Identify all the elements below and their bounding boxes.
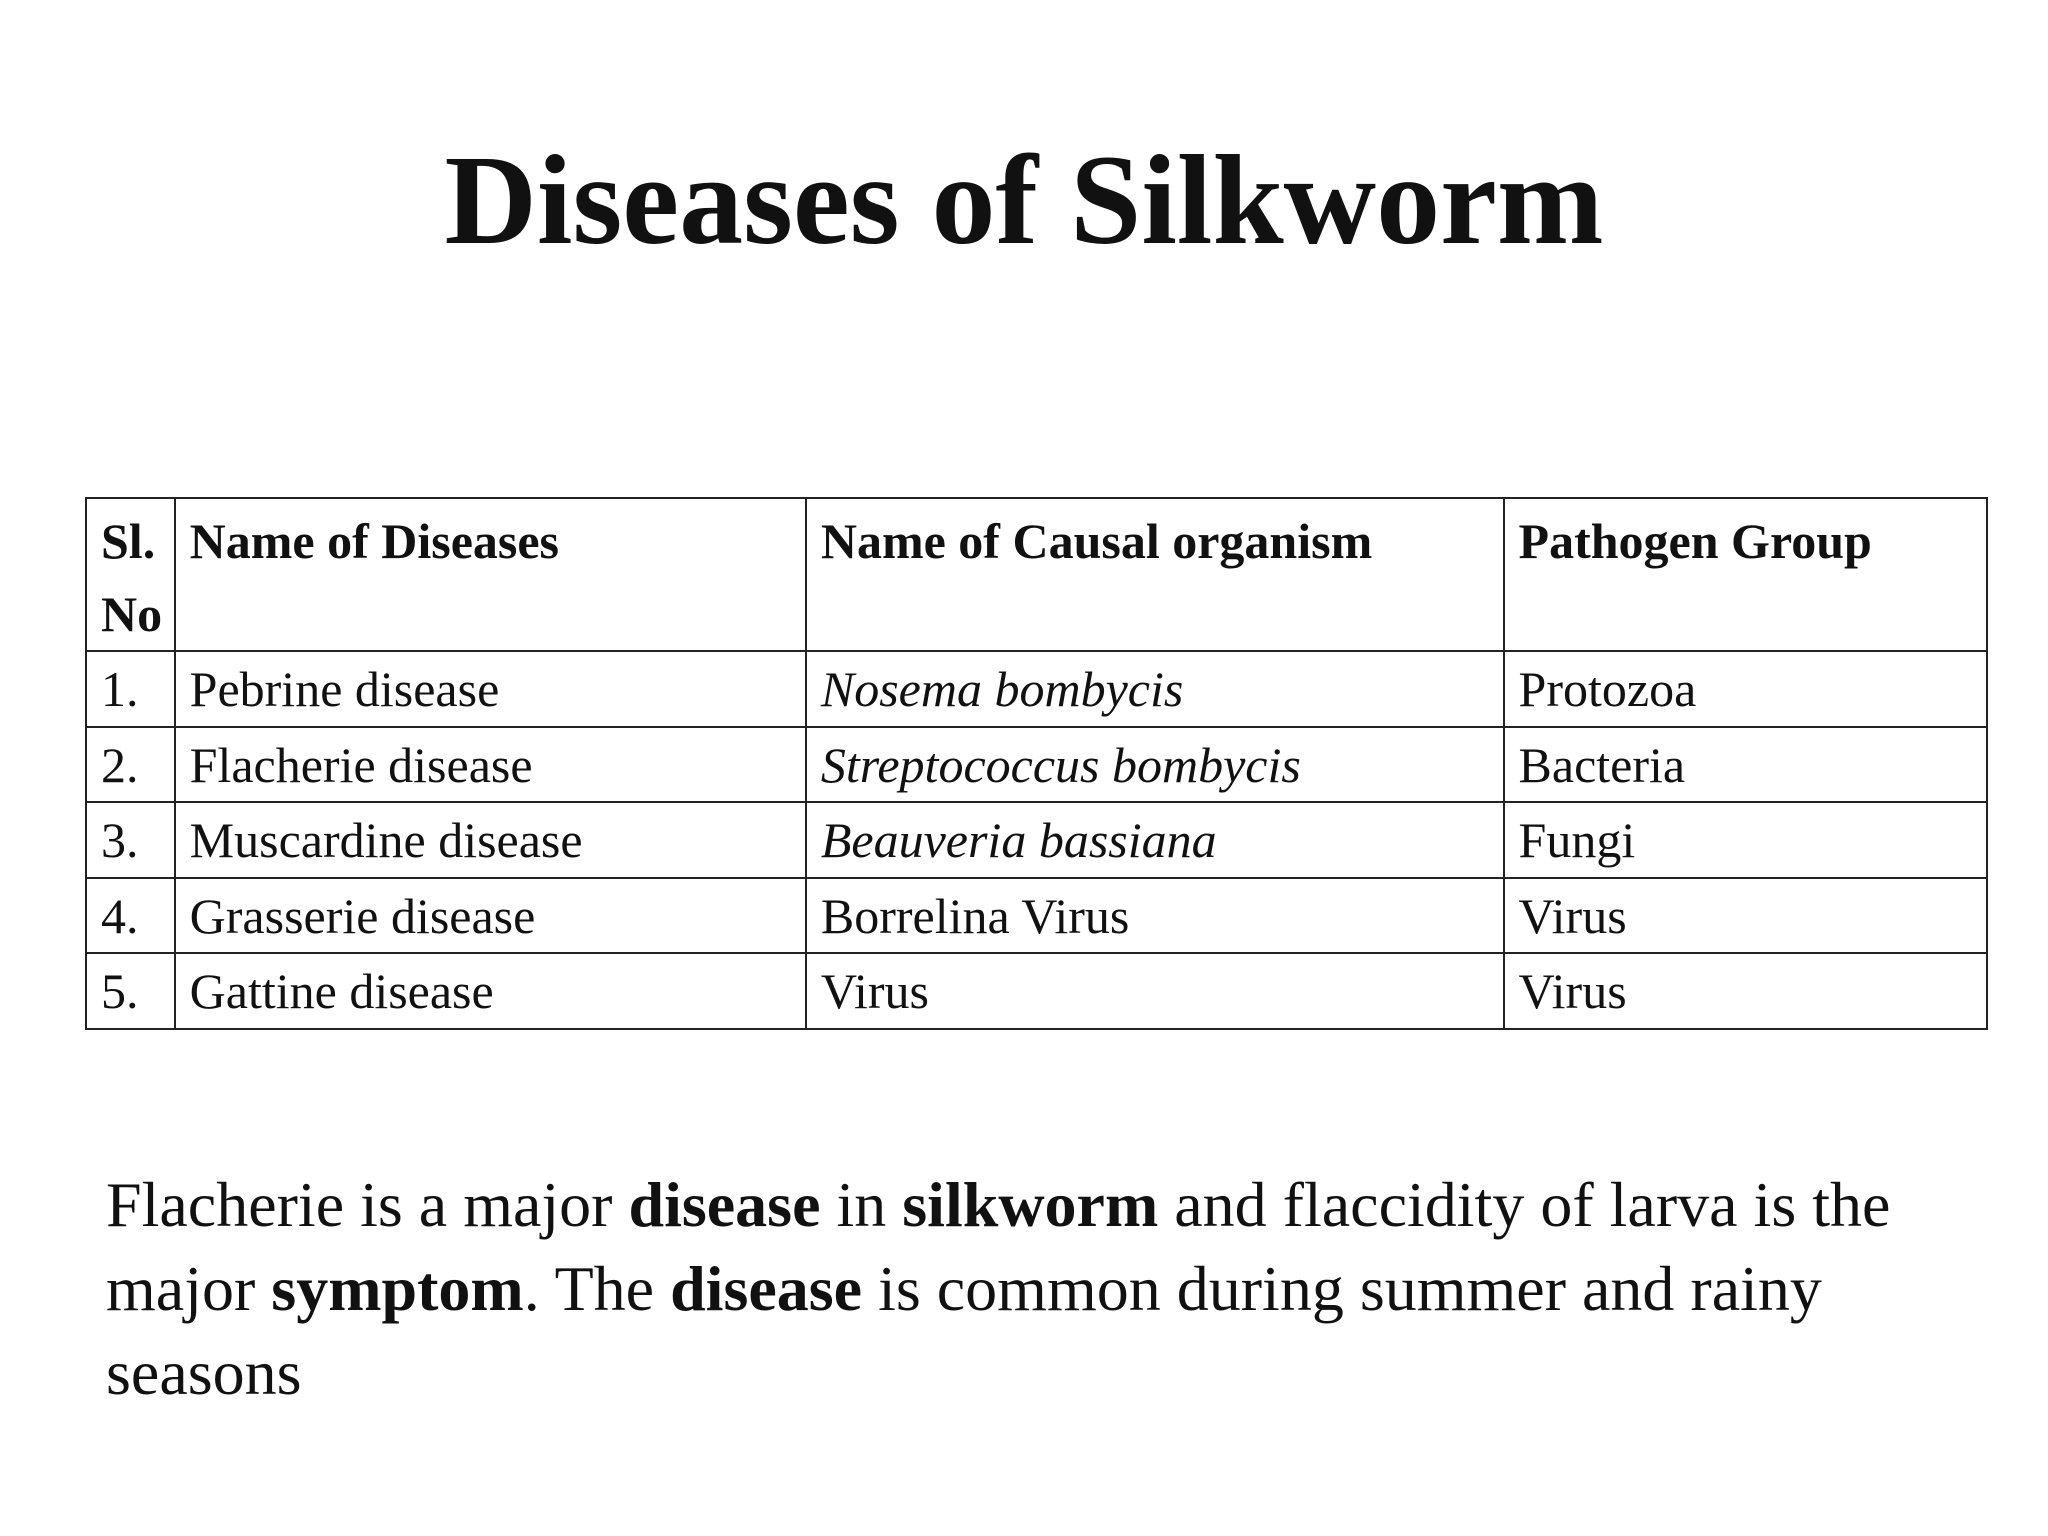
summary-emphasis: silkworm <box>902 1169 1159 1240</box>
header-pathogen-group: Pathogen Group <box>1504 498 1987 651</box>
cell-causal-organism: Beauveria bassiana <box>806 802 1504 878</box>
cell-causal-organism: Streptococcus bombycis <box>806 727 1504 803</box>
summary-text: is common during summer and rainy seasons <box>106 1252 1822 1408</box>
cell-sl-no: 2. <box>86 727 175 803</box>
cell-sl-no: 1. <box>86 651 175 727</box>
summary-paragraph <box>106 1163 1986 1414</box>
cell-causal-organism: Nosema bombycis <box>806 651 1504 727</box>
summary-text: and flaccidity of larva is the major <box>106 1169 1891 1324</box>
cell-pathogen-group: Fungi <box>1504 802 1987 878</box>
summary-emphasis: disease <box>628 1169 821 1240</box>
cell-pathogen-group: Virus <box>1504 953 1987 1029</box>
cell-causal-organism: Virus <box>806 953 1504 1029</box>
header-sl-no: Sl. No <box>86 498 175 651</box>
cell-sl-no: 4. <box>86 878 175 954</box>
page-title: Diseases of Silkworm <box>444 129 1604 271</box>
cell-pathogen-group: Virus <box>1504 878 1987 954</box>
table-row <box>86 651 1987 727</box>
cell-disease-name: Grasserie disease <box>175 878 806 954</box>
cell-sl-no: 5. <box>86 953 175 1029</box>
cell-disease-name: Flacherie disease <box>175 727 806 803</box>
cell-disease-name: Gattine disease <box>175 953 806 1029</box>
cell-causal-organism: Borrelina Virus <box>806 878 1504 954</box>
diseases-table <box>85 497 1988 1030</box>
summary-emphasis: symptom <box>271 1252 524 1324</box>
table-row <box>86 878 1987 954</box>
header-disease-name: Name of Diseases <box>175 498 806 651</box>
cell-disease-name: Muscardine disease <box>175 802 806 878</box>
summary-emphasis: disease <box>670 1252 863 1324</box>
cell-pathogen-group: Protozoa <box>1504 651 1987 727</box>
summary-text: in <box>820 1169 903 1240</box>
table-row <box>86 727 1987 803</box>
cell-pathogen-group: Bacteria <box>1504 727 1987 803</box>
header-causal-organism: Name of Causal organism <box>806 498 1504 651</box>
table-header-row <box>86 498 1987 651</box>
summary-text: Flacherie is a major <box>106 1169 629 1240</box>
table-row <box>86 953 1987 1029</box>
summary-text: . The <box>523 1252 671 1324</box>
table-row <box>86 802 1987 878</box>
cell-disease-name: Pebrine disease <box>175 651 806 727</box>
cell-sl-no: 3. <box>86 802 175 878</box>
